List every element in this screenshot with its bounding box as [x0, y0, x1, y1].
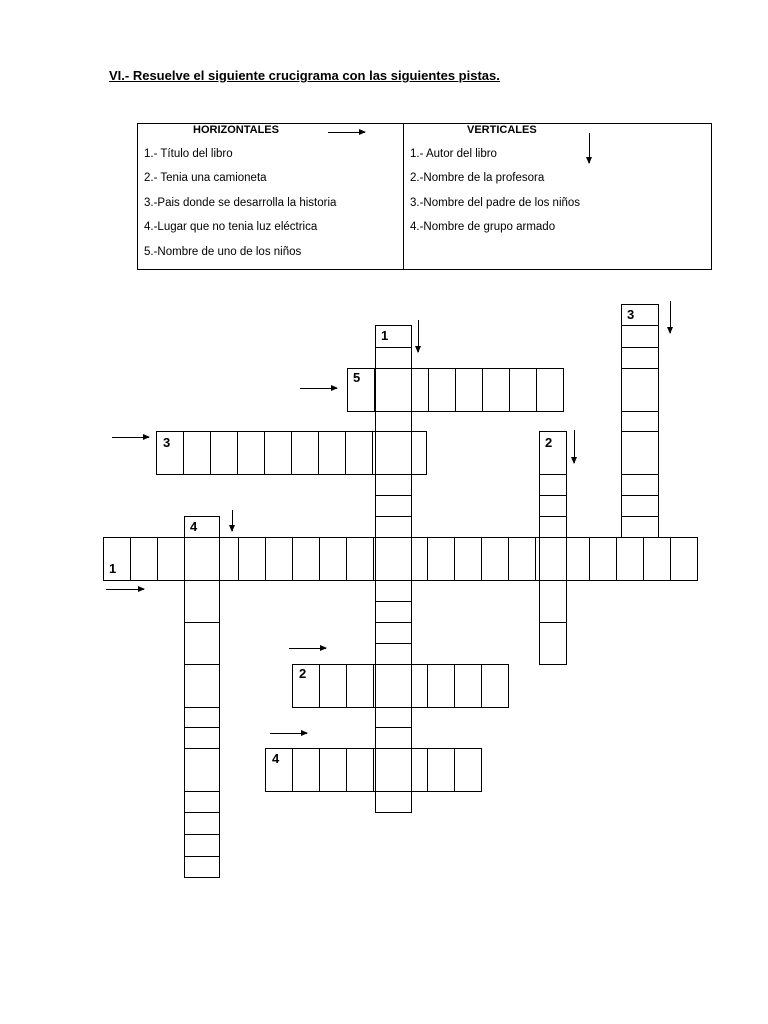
- crossword-cell[interactable]: [184, 664, 220, 708]
- crossword-cell[interactable]: [616, 537, 644, 581]
- crossword-cell[interactable]: [346, 537, 374, 581]
- grid-number-horizontal-4: 4: [272, 751, 280, 766]
- crossword-cell[interactable]: [539, 537, 567, 581]
- crossword-cell[interactable]: [345, 431, 373, 475]
- grid-number-horizontal-5: 5: [353, 370, 361, 385]
- crossword-cell[interactable]: [481, 537, 509, 581]
- crossword-cell[interactable]: [184, 622, 220, 665]
- crossword-cell[interactable]: [539, 622, 567, 665]
- crossword-cell[interactable]: [455, 368, 483, 412]
- crossword-cell[interactable]: [621, 474, 659, 496]
- crossword-cell[interactable]: [375, 347, 412, 369]
- crossword-cell[interactable]: [454, 664, 482, 708]
- crossword-cell[interactable]: [509, 368, 537, 412]
- crossword-cell[interactable]: [184, 727, 220, 749]
- crossword-cell[interactable]: [670, 537, 698, 581]
- crossword-cell[interactable]: [536, 368, 564, 412]
- crossword-cell[interactable]: [643, 537, 671, 581]
- right-arrow-icon: [112, 437, 149, 438]
- grid-number-vertical-3: 3: [627, 307, 635, 322]
- crossword-cell[interactable]: [238, 537, 266, 581]
- crossword-cell[interactable]: [319, 748, 347, 792]
- grid-number-vertical-4: 4: [190, 519, 198, 534]
- crossword-cell[interactable]: [130, 537, 158, 581]
- crossword-cell[interactable]: [375, 495, 412, 517]
- grid-number-vertical-1: 1: [381, 328, 389, 343]
- clues-divider: [403, 124, 404, 269]
- clue-horizontal-5: 5.-Nombre de uno de los niños: [144, 246, 302, 258]
- crossword-cell[interactable]: [621, 368, 659, 412]
- clue-vertical-3: 3.-Nombre del padre de los niños: [410, 197, 581, 209]
- crossword-cell[interactable]: [184, 856, 220, 878]
- crossword-cell[interactable]: [184, 812, 220, 835]
- crossword-cell[interactable]: [375, 707, 412, 728]
- down-arrow-icon: [589, 133, 590, 163]
- crossword-cell[interactable]: [375, 537, 412, 581]
- clues-table: [137, 123, 712, 270]
- crossword-cell[interactable]: [539, 580, 567, 623]
- crossword-cell[interactable]: [292, 537, 320, 581]
- clue-vertical-1: 1.- Autor del libro: [410, 148, 497, 160]
- crossword-cell[interactable]: [508, 537, 536, 581]
- crossword-cell[interactable]: [210, 431, 238, 475]
- crossword-cell[interactable]: [375, 431, 412, 475]
- crossword-cell[interactable]: [184, 707, 220, 728]
- crossword-cell[interactable]: [454, 748, 482, 792]
- clue-vertical-2: 2.-Nombre de la profesora: [410, 172, 545, 184]
- grid-number-vertical-2: 2: [545, 435, 553, 450]
- crossword-cell[interactable]: [264, 431, 292, 475]
- crossword-cell[interactable]: [375, 643, 412, 665]
- crossword-cell[interactable]: [539, 474, 567, 496]
- crossword-cell[interactable]: [539, 431, 567, 475]
- crossword-cell[interactable]: [621, 495, 659, 517]
- grid-number-horizontal-3: 3: [163, 435, 171, 450]
- clue-horizontal-3: 3.-Pais donde se desarrolla la historia: [144, 197, 337, 209]
- crossword-cell[interactable]: [291, 431, 319, 475]
- down-arrow-icon: [232, 510, 233, 531]
- crossword-cell[interactable]: [265, 537, 293, 581]
- grid-number-horizontal-1: 1: [109, 561, 117, 576]
- exercise-title: VI.- Resuelve el siguiente crucigrama con las siguientes pistas.: [109, 68, 500, 83]
- clue-horizontal-1: 1.- Título del libro: [144, 148, 233, 160]
- crossword-cell[interactable]: [184, 748, 220, 792]
- crossword-cell[interactable]: [375, 580, 412, 602]
- down-arrow-icon: [670, 301, 671, 333]
- crossword-cell[interactable]: [375, 368, 412, 412]
- crossword-cell[interactable]: [589, 537, 617, 581]
- crossword-cell[interactable]: [621, 516, 659, 538]
- clue-horizontal-2: 2.- Tenia una camioneta: [144, 172, 267, 184]
- right-arrow-icon: [270, 733, 307, 734]
- crossword-cell[interactable]: [183, 431, 211, 475]
- crossword-cell[interactable]: [375, 727, 412, 749]
- crossword-cell[interactable]: [621, 325, 659, 348]
- crossword-cell[interactable]: [103, 537, 131, 581]
- crossword-cell[interactable]: [427, 664, 455, 708]
- clue-horizontal-4: 4.-Lugar que no tenia luz eléctrica: [144, 221, 318, 233]
- crossword-cell[interactable]: [375, 474, 412, 496]
- right-arrow-icon: [289, 648, 326, 649]
- crossword-cell[interactable]: [318, 431, 346, 475]
- crossword-cell[interactable]: [237, 431, 265, 475]
- clue-vertical-4: 4.-Nombre de grupo armado: [410, 221, 556, 233]
- crossword-cell[interactable]: [539, 516, 567, 538]
- crossword-cell[interactable]: [319, 537, 347, 581]
- crossword-cell[interactable]: [621, 411, 659, 432]
- crossword-cell[interactable]: [482, 368, 510, 412]
- crossword-cell[interactable]: [621, 431, 659, 475]
- crossword-cell[interactable]: [347, 368, 375, 412]
- crossword-cell[interactable]: [428, 368, 456, 412]
- crossword-cell[interactable]: [375, 622, 412, 644]
- crossword-cell[interactable]: [346, 664, 374, 708]
- crossword-cell[interactable]: [539, 495, 567, 517]
- crossword-cell[interactable]: [481, 664, 509, 708]
- crossword-cell[interactable]: [184, 537, 220, 581]
- right-arrow-icon: [106, 589, 144, 590]
- crossword-cell[interactable]: [427, 537, 455, 581]
- crossword-cell[interactable]: [184, 834, 220, 857]
- crossword-cell[interactable]: [319, 664, 347, 708]
- crossword-cell[interactable]: [184, 580, 220, 623]
- crossword-cell[interactable]: [375, 664, 412, 708]
- horizontales-heading: HORIZONTALES: [193, 124, 279, 136]
- crossword-cell[interactable]: [375, 791, 412, 813]
- right-arrow-icon: [328, 132, 365, 133]
- crossword-cell[interactable]: [184, 791, 220, 813]
- crossword-cell[interactable]: [157, 537, 185, 581]
- down-arrow-icon: [418, 320, 419, 352]
- verticales-heading: VERTICALES: [467, 124, 537, 136]
- crossword-cell[interactable]: [427, 748, 455, 792]
- crossword-cell[interactable]: [292, 748, 320, 792]
- right-arrow-icon: [300, 388, 337, 389]
- grid-number-horizontal-2: 2: [299, 666, 307, 681]
- crossword-cell[interactable]: [375, 411, 412, 432]
- down-arrow-icon: [574, 430, 575, 463]
- crossword-cell[interactable]: [454, 537, 482, 581]
- crossword-cell[interactable]: [346, 748, 374, 792]
- crossword-cell[interactable]: [621, 347, 659, 369]
- crossword-cell[interactable]: [375, 516, 412, 538]
- crossword-cell[interactable]: [375, 601, 412, 623]
- crossword-cell[interactable]: [375, 748, 412, 792]
